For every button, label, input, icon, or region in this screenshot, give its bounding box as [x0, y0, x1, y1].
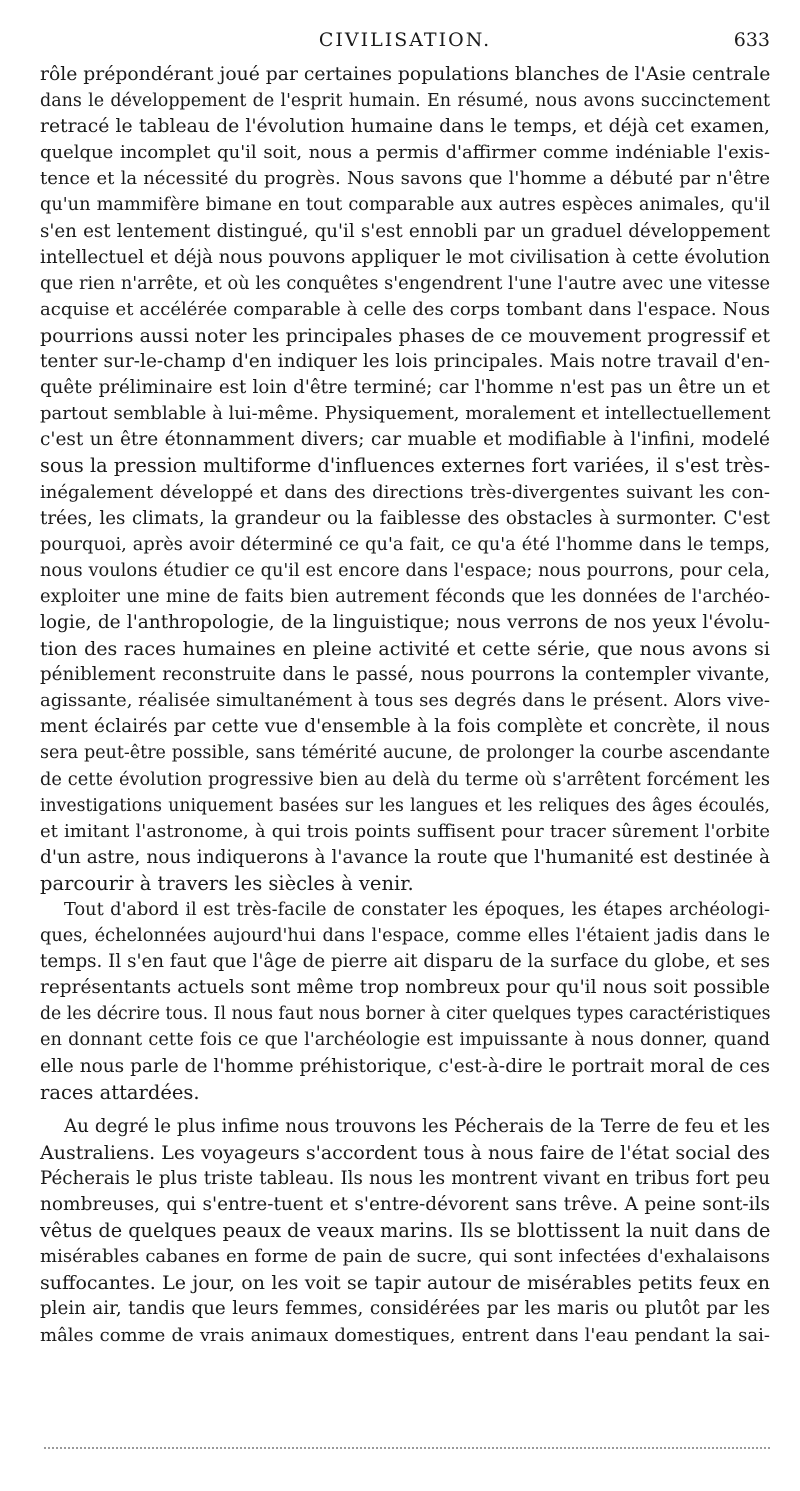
text-line: trées, les climats, la grandeur ou la faiblesse des obstacles à surmonter. C'est — [40, 507, 770, 529]
text-line: sous la pression multiforme d'influences externes fort variées, il s'est très- — [40, 454, 770, 478]
running-head — [40, 29, 770, 53]
text-line: Tout d'abord il est très-facile de constater les époques, les étapes archéologi- — [64, 900, 770, 920]
text-line: nombreuses, qui s'entre-tuent et s'entre-dévorent sans trêve. A peine sont-ils — [40, 1194, 770, 1216]
text-line: elle nous parle de l'homme préhistorique, c'est-à-dire le portrait moral de ces — [40, 1055, 770, 1077]
text-line: nous voulons étudier ce qu'il est encore dans l'espace; nous pourrons, pour cela, — [40, 560, 770, 581]
text-line: ques, échelonnées aujourd'hui dans l'espace, comme elles l'étaient jadis dans le — [40, 926, 770, 947]
text-line: temps. Il s'en faut que l'âge de pierre ait disparu de la surface du globe, et ses — [40, 951, 770, 973]
footer-dotted-rule — [44, 1447, 770, 1449]
paragraph — [40, 1114, 770, 1349]
text-line: qu'un mammifère bimane en tout comparable aux autres espèces animales, qu'il — [40, 195, 770, 216]
paragraph-gap — [40, 1106, 770, 1114]
text-line: d'un astre, nous indiquerons à l'avance la route que l'humanité est destinée à — [40, 846, 770, 868]
text-line: retracé le tableau de l'évolution humaine dans le temps, et déjà cet examen, — [40, 116, 770, 138]
text-line: partout semblable à lui-même. Physiquement, moralement et intellectuellement — [40, 403, 771, 425]
text-line: inégalement développé et dans des directions très-divergentes suivant les con- — [40, 481, 770, 503]
text-line: vêtus de quelques peaux de veaux marins. Ils se blottissent la nuit dans de — [40, 1219, 771, 1243]
text-line: sera peut-être possible, sans témérité aucune, de prolonger la courbe ascendante — [40, 743, 770, 764]
text-line: de les décrire tous. Il nous faut nous borner à citer quelques types caractéristiques — [40, 1004, 771, 1025]
text-line: ment éclairés par cette vue d'ensemble à la fois complète et concrète, il nous — [40, 716, 770, 738]
text-line: misérables cabanes en forme de pain de sucre, qui sont infectées d'exhalaisons — [40, 1246, 770, 1268]
text-line: logie, de l'anthropologie, de la linguistique; nous verrons de nos yeux l'évolu- — [40, 611, 770, 633]
text-line: mâles comme de vrais animaux domestiques, entrent dans l'eau pendant la sai- — [40, 1324, 770, 1346]
text-line: suffocantes. Le jour, on les voit se tapir autour de misérables petits feux en — [40, 1272, 770, 1295]
text-line: Au degré le plus infime nous trouvons les Pécherais de la Terre de feu et les — [64, 1115, 770, 1137]
text-line: investigations uniquement basées sur les langues et les reliques des âges écoulés, — [40, 795, 770, 816]
text-line: acquise et accélérée comparable à celle des corps tombant dans l'espace. Nous — [40, 298, 770, 320]
page-number: 633 — [733, 29, 770, 51]
text-line: pourquoi, après avoir déterminé ce qu'a fait, ce qu'a été l'homme dans le temps, — [40, 534, 770, 555]
text-line: Pécherais le plus triste tableau. Ils nous les montrent vivant en tribus fort peu — [40, 1167, 770, 1189]
text-line: parcourir à travers les siècles à venir. — [40, 871, 414, 895]
paragraph — [40, 62, 770, 897]
text-line: de cette évolution progressive bien au delà du terme où s'arrêtent forcément les — [40, 769, 770, 790]
text-line: en donnant cette fois ce que l'archéologie est impuissante à nous donner, quand — [40, 1030, 770, 1051]
text-line: et imitant l'astronome, à qui trois points suffisent pour tracer sûrement l'orbite — [40, 820, 770, 842]
text-line: quelque incomplet qu'il soit, nous a permis d'affirmer comme indéniable l'exis- — [40, 142, 770, 164]
running-title: CIVILISATION. — [318, 29, 492, 51]
text-body — [40, 62, 770, 1349]
text-line: exploiter une mine de faits bien autrement féconds que les données de l'archéo- — [40, 586, 770, 607]
text-line: intellectuel et déjà nous pouvons appliquer le mot civilisation à cette évolution — [40, 246, 770, 268]
text-line: tence et la nécessité du progrès. Nous savons que l'homme a débuté par n'être — [40, 168, 770, 190]
paragraph — [40, 897, 770, 1106]
text-line: races attardées. — [40, 1080, 200, 1104]
text-line: représentants actuels sont même trop nombreux pour qu'il nous soit possible — [40, 977, 770, 999]
text-line: péniblement reconstruite dans le passé, nous pourrons la contempler vivante, — [40, 664, 770, 686]
text-line: que rien n'arrête, et où les conquêtes s'engendrent l'une l'autre avec une vitesse — [40, 273, 770, 294]
text-line: tenter sur-le-champ d'en indiquer les lois principales. Mais notre travail d'en- — [40, 351, 770, 373]
text-line: tion des races humaines en pleine activité et cette série, que nous avons si — [40, 638, 770, 661]
text-line: dans le développement de l'esprit humain. En résumé, nous avons succinctement — [40, 91, 770, 112]
text-line: agissante, réalisée simultanément à tous ses degrés dans le présent. Alors vive- — [40, 690, 770, 712]
text-line: rôle prépondérant joué par certaines populations blanches de l'Asie centrale — [40, 64, 771, 85]
text-line: pourrions aussi noter les principales phases de ce mouvement progressif et — [40, 324, 770, 347]
text-line: plein air, tandis que leurs femmes, considérées par les maris ou plutôt par les — [40, 1298, 770, 1320]
text-line: s'en est lentement distingué, qu'il s'est ennobli par un graduel développement — [40, 220, 770, 242]
text-line: c'est un être étonnamment divers; car muable et modifiable à l'infini, modelé — [40, 429, 770, 451]
text-line: quête préliminaire est loin d'être terminé; car l'homme n'est pas un être un et — [40, 377, 770, 399]
text-line: Australiens. Les voyageurs s'accordent tous à nous faire de l'état social des — [40, 1141, 770, 1164]
